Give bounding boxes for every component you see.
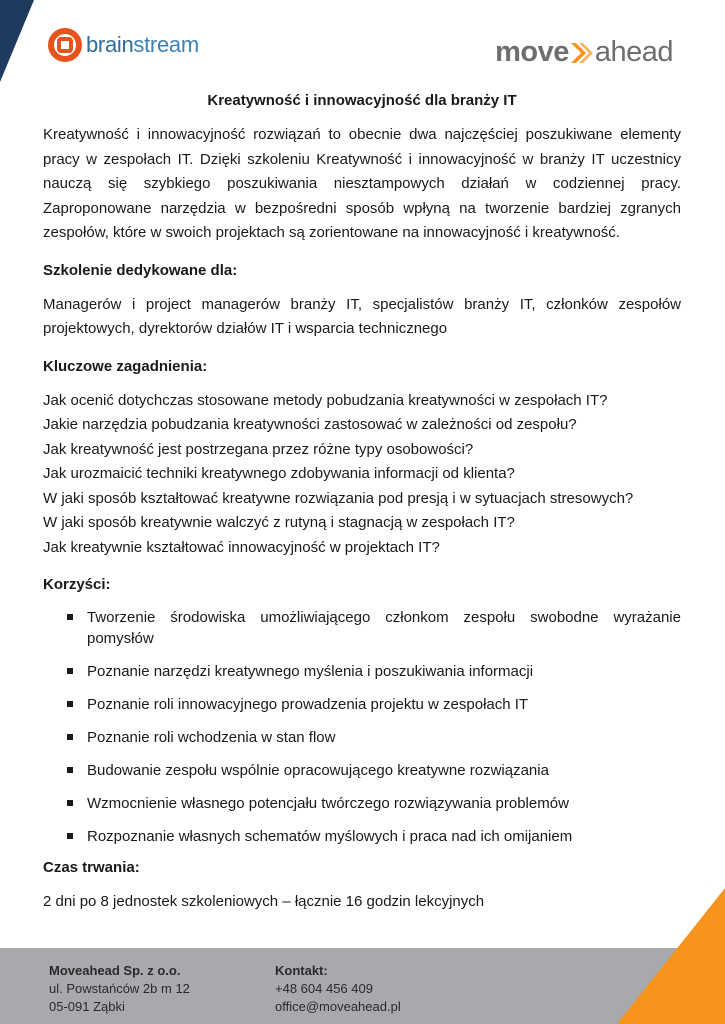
topic-item: Jak ocenić dotychczas stosowane metody pobudzania kreatywności w zespołach IT? — [43, 391, 608, 409]
moveahead-logo-move: move — [495, 36, 569, 68]
square-bullet-icon — [67, 767, 73, 773]
topic-item: Jakie narzędzia pobudzania kreatywności zastosować w zależności od zespołu? — [43, 416, 577, 433]
footer-email[interactable]: office@moveahead.pl — [275, 999, 401, 1014]
topic-item: Jak urozmaicić techniki kreatywnego zdobywania informacji od klienta? — [43, 465, 515, 482]
benefit-item: Rozpoznanie własnych schematów myślowych i praca nad ich omijaniem — [43, 826, 681, 847]
footer-phone: +48 604 456 409 — [275, 981, 373, 996]
duration-heading: Czas trwania: — [43, 859, 140, 876]
square-bullet-icon — [67, 668, 73, 674]
topic-item: Jak kreatywność jest postrzegana przez różne typy osobowości? — [43, 440, 474, 458]
topics-list — [43, 389, 681, 561]
square-bullet-icon — [67, 800, 73, 806]
footer-contact-heading: Kontakt: — [275, 963, 328, 978]
footer-street: ul. Powstańców 2b m 12 — [49, 981, 190, 996]
benefit-item: Tworzenie środowiska umożliwiającego członkom zespołu swobodne wyrażanie pomysłów — [43, 607, 681, 649]
topic-item: W jaki sposób kształtować kreatywne rozwiązania pod presją i w sytuacjach stresowych? — [43, 489, 634, 507]
topic-item: Jak kreatywnie kształtować innowacyjność w projektach IT? — [43, 538, 440, 556]
corner-decoration-top-left — [0, 0, 34, 82]
moveahead-arrow-icon — [569, 40, 595, 66]
brainstream-logo — [48, 28, 199, 62]
brainstream-logo-icon — [48, 28, 82, 62]
benefit-item: Budowanie zespołu wspólnie opracowującego kreatywne rozwiązania — [43, 760, 681, 781]
footer-city: 05-091 Ząbki — [49, 999, 125, 1014]
square-bullet-icon — [67, 734, 73, 740]
benefit-item: Poznanie narzędzi kreatywnego myślenia i poszukiwania informacji — [43, 661, 681, 682]
square-bullet-icon — [67, 833, 73, 839]
duration-text: 2 dni po 8 jednostek szkoleniowych – łącznie 16 godzin lekcyjnych — [43, 893, 485, 910]
moveahead-logo-ahead: ahead — [594, 36, 673, 68]
benefit-item: Poznanie roli innowacyjnego prowadzenia projektu w zespołach IT — [43, 694, 681, 715]
intro-paragraph: Kreatywność i innowacyjność rozwiązań to obecnie dwa najczęściej poszukiwane elementy pracy w zespołach IT. Dzięki szkoleniu Kreatywność i innowacyjność w branży IT uczestnicy nauczą się szybkiego poszukiwania niesztampowych działań w codziennej pracy. Zaproponowane narzędzia w bezpośredni sposób wpłyną na tworzenie bardziej zgranych zespołów, które w swoich projektach są zorientowane na innowacyjność i kreatywność. — [43, 126, 681, 241]
benefits-list — [43, 607, 681, 847]
benefits-heading: Korzyści: — [43, 576, 111, 593]
footer-address — [49, 962, 190, 1016]
audience-text: Managerów i project managerów branży IT, specjalistów branży IT, członków zespołów projektowych, dyrektorów działów IT i wsparcia technicznego — [43, 295, 681, 337]
topics-heading: Kluczowe zagadnienia: — [43, 357, 208, 375]
brainstream-logo-text: brainstream — [86, 32, 199, 57]
corner-decoration-bottom-right — [617, 888, 725, 1024]
footer-company-name: Moveahead Sp. z o.o. — [49, 963, 181, 978]
topic-item: W jaki sposób kreatywnie walczyć z rutyną i stagnacją w zespołach IT? — [43, 514, 515, 531]
audience-heading: Szkolenie dedykowane dla: — [43, 261, 238, 279]
page-title: Kreatywność i innowacyjność dla branży IT — [207, 92, 517, 109]
main-content — [43, 86, 681, 915]
square-bullet-icon — [67, 701, 73, 707]
benefit-item: Poznanie roli wchodzenia w stan flow — [43, 727, 681, 748]
benefit-item: Wzmocnienie własnego potencjału twórczego rozwiązywania problemów — [43, 793, 681, 814]
footer-contact — [275, 962, 401, 1016]
moveahead-logo — [495, 36, 673, 69]
square-bullet-icon — [67, 614, 73, 620]
